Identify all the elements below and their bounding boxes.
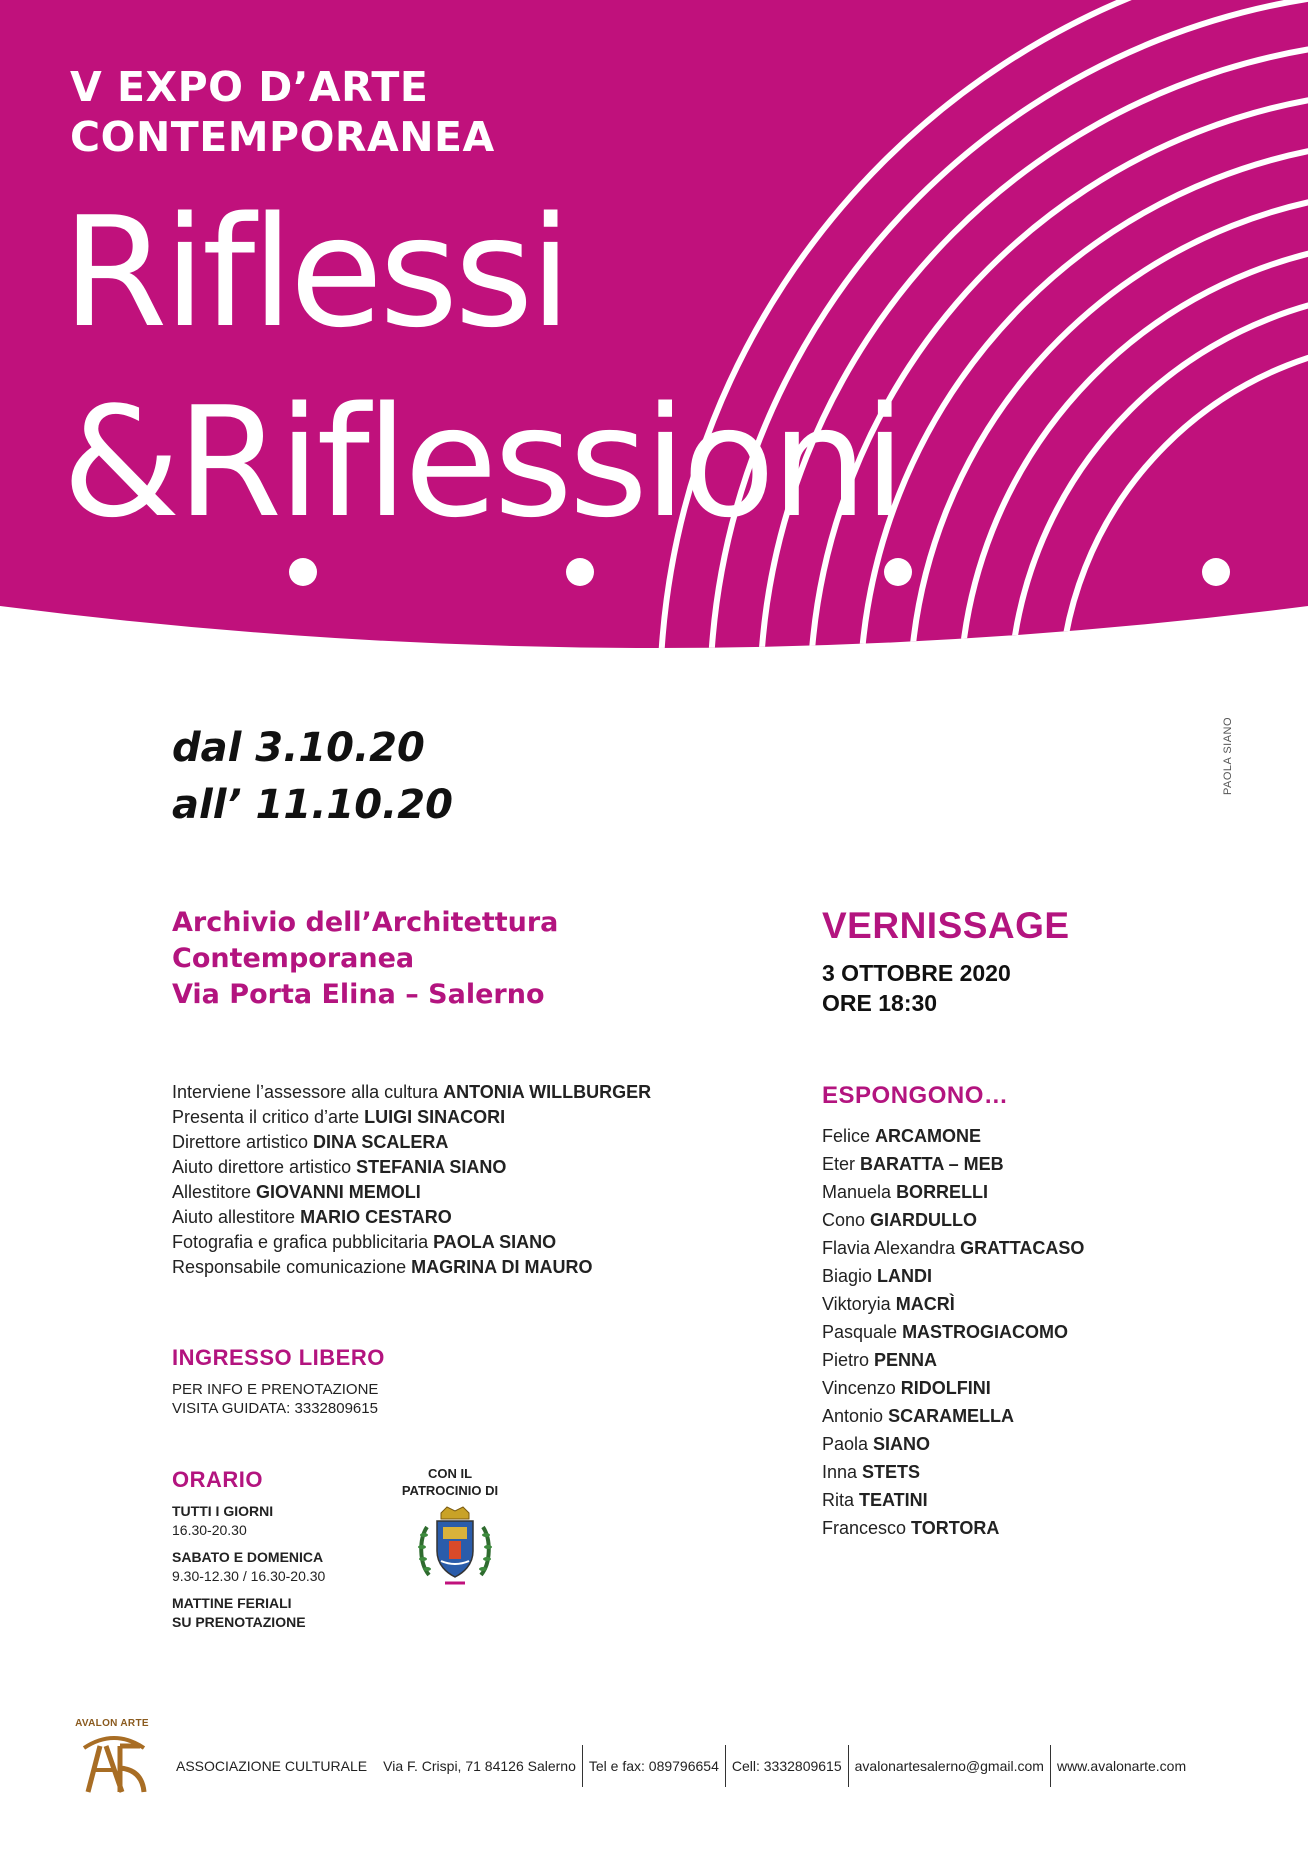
comune-crest-icon (415, 1505, 495, 1591)
credit-row (172, 1255, 651, 1280)
artist-first-name: Rita (822, 1490, 860, 1510)
artist-first-name: Pasquale (822, 1322, 903, 1342)
artist-last-name: GRATTACASO (960, 1238, 1085, 1258)
orario-line: SU PRENOTAZIONE (172, 1614, 306, 1630)
orario-info (172, 1502, 325, 1632)
venue-block (172, 905, 558, 1013)
artist-last-name: ARCAMONE (875, 1126, 982, 1146)
credit-name: MARIO CESTARO (300, 1207, 452, 1227)
artist-first-name: Inna (822, 1462, 863, 1482)
patrocinio-line-2: PATROCINIO DI (401, 1483, 499, 1498)
artist-first-name: Biagio (822, 1266, 878, 1286)
orario-line: TUTTI I GIORNI (172, 1503, 274, 1519)
artist-item (822, 1206, 1084, 1234)
artist-item (822, 1290, 1084, 1318)
credit-row (172, 1180, 651, 1205)
artist-last-name: TORTORA (911, 1518, 1000, 1538)
artist-item (822, 1346, 1084, 1374)
vernissage-datetime (822, 958, 1011, 1018)
artist-item (822, 1262, 1084, 1290)
orario-spacer (172, 1540, 325, 1548)
artist-last-name: MASTROGIACOMO (902, 1322, 1069, 1342)
credit-name: PAOLA SIANO (433, 1232, 557, 1252)
expo-line-1: V EXPO D’ARTE (70, 63, 429, 111)
artist-first-name: Pietro (822, 1350, 875, 1370)
expo-line-2: CONTEMPORANEA (70, 113, 495, 161)
venue-line-1: Archivio dell’Architettura (172, 907, 559, 938)
artist-first-name: Flavia Alexandra (822, 1238, 961, 1258)
credit-row (172, 1155, 651, 1180)
artist-item (822, 1234, 1084, 1262)
credit-role: Interviene l’assessore alla cultura (172, 1082, 444, 1102)
artist-last-name: BORRELLI (896, 1182, 989, 1202)
credit-row (172, 1130, 651, 1155)
footer-contacts (170, 1745, 1192, 1787)
date-to: all’ 11.10.20 (172, 782, 453, 828)
artist-last-name: SCARAMELLA (888, 1406, 1015, 1426)
artist-item (822, 1374, 1084, 1402)
credit-row (172, 1105, 651, 1130)
artist-first-name: Paola (822, 1434, 874, 1454)
ingresso-line-2: VISITA GUIDATA: 3332809615 (172, 1400, 378, 1417)
artist-first-name: Manuela (822, 1182, 897, 1202)
credit-role: Direttore artistico (172, 1132, 314, 1152)
footer-address: Via F. Crispi, 71 84126 Salerno (383, 1758, 576, 1774)
footer-cell: Cell: 3332809615 (731, 1758, 842, 1774)
credit-name: GIOVANNI MEMOLI (256, 1182, 421, 1202)
credit-name: DINA SCALERA (313, 1132, 449, 1152)
patrocinio-line-1: CON IL (427, 1466, 473, 1481)
ingresso-title: INGRESSO LIBERO (172, 1345, 385, 1370)
footer-website[interactable]: www.avalonarte.com (1056, 1758, 1187, 1774)
artist-last-name: LANDI (877, 1266, 933, 1286)
artist-last-name: GIARDULLO (870, 1210, 978, 1230)
footer-email[interactable]: avalonartesalerno@gmail.com (854, 1758, 1044, 1774)
main-title-line-2: &Riflessioni (62, 374, 902, 551)
credit-role: Aiuto direttore artistico (172, 1157, 357, 1177)
artist-last-name: SIANO (873, 1434, 931, 1454)
venue-line-2: Contemporanea (172, 943, 415, 974)
vernissage-time: ORE 18:30 (822, 990, 938, 1016)
credit-role: Aiuto allestitore (172, 1207, 301, 1227)
credit-role: Responsabile comunicazione (172, 1257, 412, 1277)
artist-last-name: TEATINI (859, 1490, 928, 1510)
orario-line: 16.30-20.30 (172, 1522, 247, 1538)
header-banner (0, 0, 1308, 660)
artist-item (822, 1458, 1084, 1486)
artist-item (822, 1486, 1084, 1514)
orario-line: 9.30-12.30 / 16.30-20.30 (172, 1568, 326, 1584)
orario-line: MATTINE FERIALI (172, 1595, 292, 1611)
expo-subtitle (70, 62, 495, 162)
artist-first-name: Vincenzo (822, 1378, 901, 1398)
footer-association: ASSOCIAZIONE CULTURALE (176, 1758, 368, 1774)
credit-name: ANTONIA WILLBURGER (443, 1082, 652, 1102)
artist-item (822, 1430, 1084, 1458)
credit-role: Presenta il critico d’arte (172, 1107, 365, 1127)
footer-tel: Tel e fax: 089796654 (588, 1758, 719, 1774)
credit-name: MAGRINA DI MAURO (411, 1257, 593, 1277)
artist-last-name: BARATTA – MEB (860, 1154, 1004, 1174)
vernissage-title: VERNISSAGE (822, 905, 1070, 946)
artist-first-name: Francesco (822, 1518, 912, 1538)
espongono-title: ESPONGONO… (822, 1082, 1009, 1109)
artist-item (822, 1402, 1084, 1430)
venue-line-3: Via Porta Elina – Salerno (172, 979, 545, 1010)
exhibition-dates (172, 720, 453, 834)
artist-item (822, 1318, 1084, 1346)
artist-item (822, 1122, 1084, 1150)
artists-list (822, 1122, 1084, 1542)
main-title-line-1: Riflessi (62, 184, 568, 361)
artist-last-name: STETS (862, 1462, 921, 1482)
artist-last-name: MACRÌ (895, 1294, 955, 1314)
artist-first-name: Felice (822, 1126, 876, 1146)
credit-row (172, 1230, 651, 1255)
photo-credit: PAOLA SIANO (1222, 716, 1234, 795)
avalon-arte-logo-icon (66, 1718, 162, 1802)
artist-first-name: Cono (822, 1210, 871, 1230)
artist-last-name: PENNA (874, 1350, 938, 1370)
artist-item (822, 1178, 1084, 1206)
ingresso-line-1: PER INFO E PRENOTAZIONE (172, 1381, 379, 1398)
credit-row (172, 1205, 651, 1230)
avalon-logo-text: AVALON ARTE (75, 1718, 149, 1729)
artist-item (822, 1150, 1084, 1178)
date-from: dal 3.10.20 (172, 725, 425, 771)
credit-name: LUIGI SINACORI (364, 1107, 506, 1127)
credits-list (172, 1080, 651, 1280)
patrocinio-label (400, 1465, 500, 1499)
artist-last-name: RIDOLFINI (900, 1378, 991, 1398)
credit-name: STEFANIA SIANO (356, 1157, 507, 1177)
credit-role: Allestitore (172, 1182, 257, 1202)
vernissage-date: 3 OTTOBRE 2020 (822, 960, 1011, 986)
orario-line: SABATO E DOMENICA (172, 1549, 324, 1565)
credit-role: Fotografia e grafica pubblicitaria (172, 1232, 434, 1252)
artist-first-name: Antonio (822, 1406, 889, 1426)
artist-first-name: Viktoryia (822, 1294, 896, 1314)
ingresso-info (172, 1380, 378, 1418)
artist-item (822, 1514, 1084, 1542)
orario-title: ORARIO (172, 1467, 263, 1492)
credit-row (172, 1080, 651, 1105)
artist-first-name: Eter (822, 1154, 861, 1174)
orario-spacer (172, 1586, 325, 1594)
